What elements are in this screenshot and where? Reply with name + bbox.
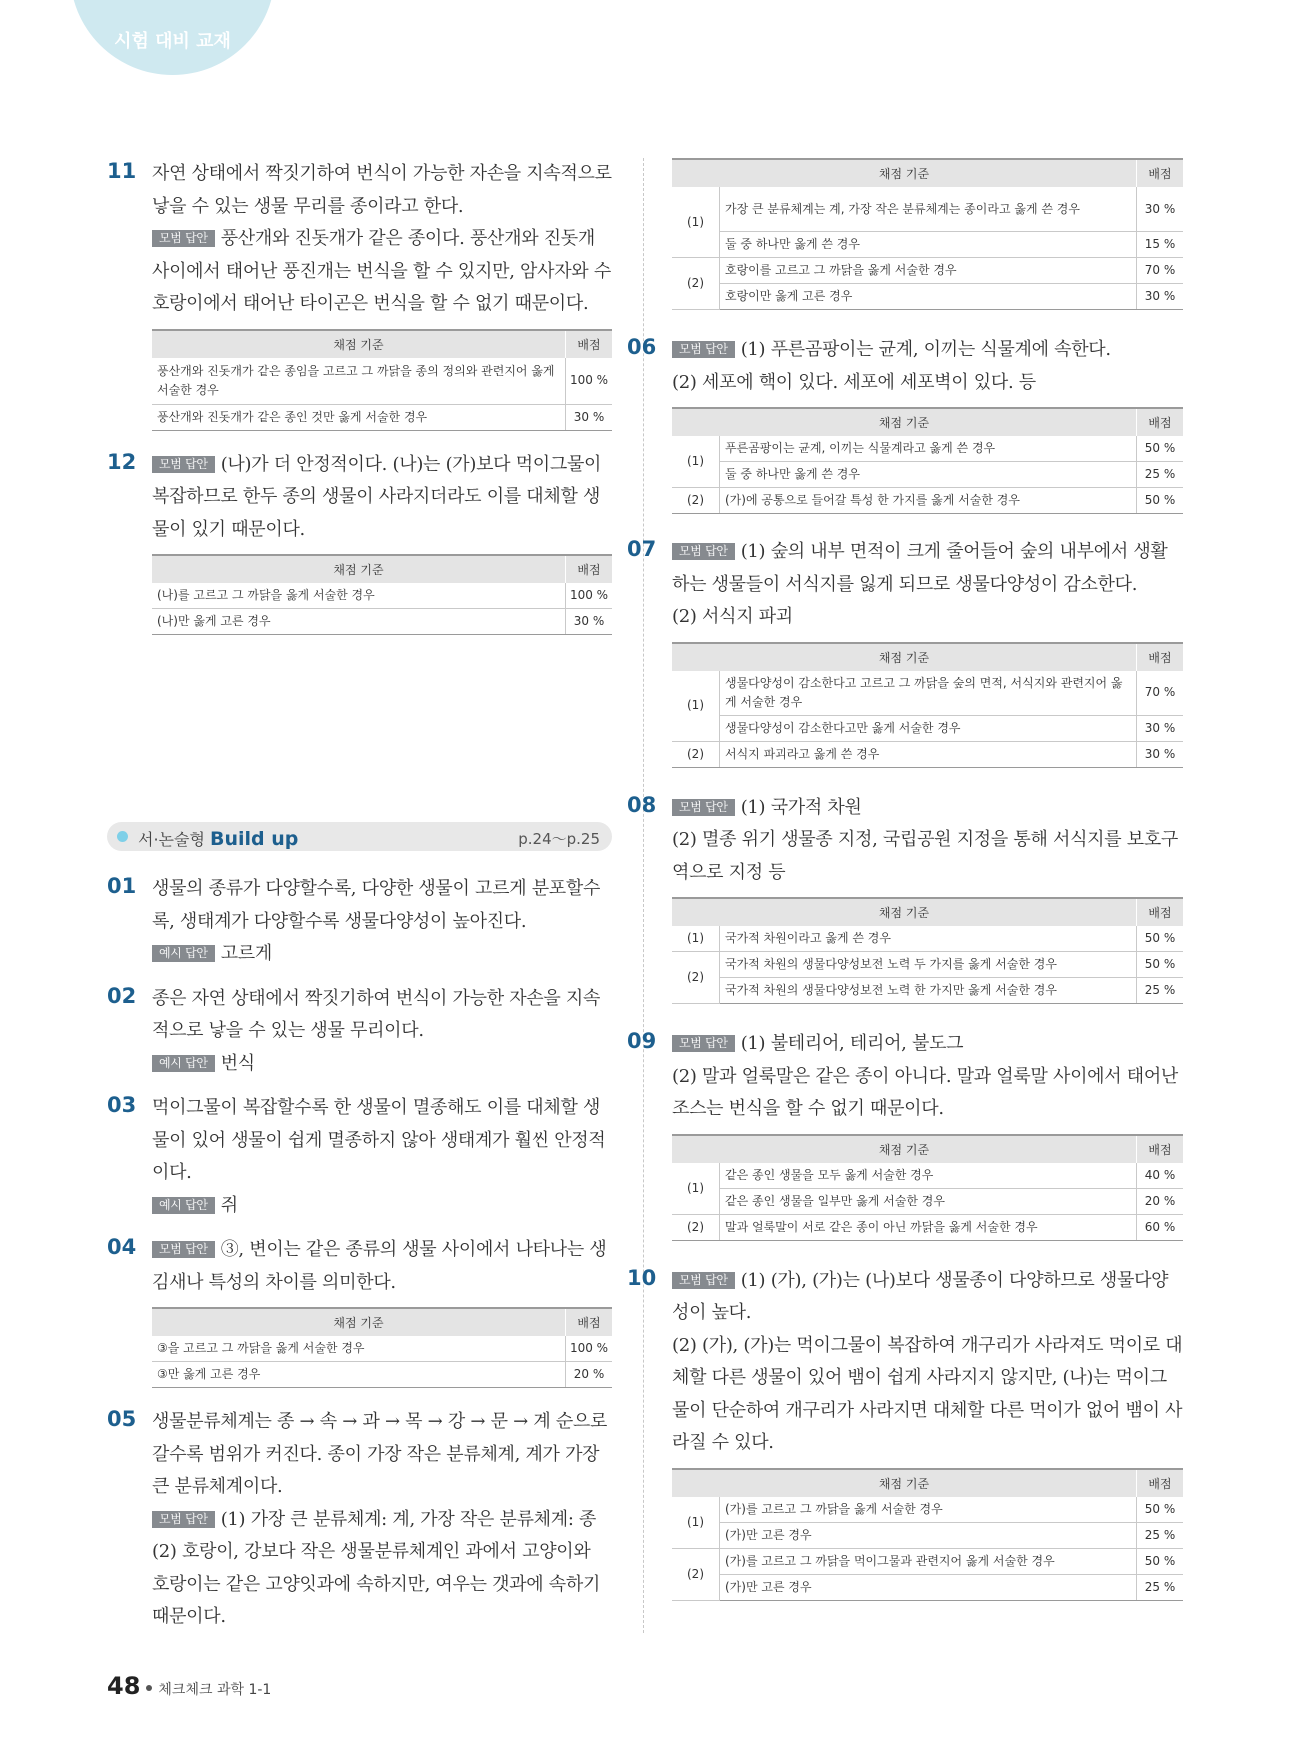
question-10 bbox=[627, 1265, 1183, 1601]
score-cell: 15 % bbox=[1137, 232, 1184, 258]
question-number: 04 bbox=[107, 1235, 137, 1259]
answer: 모범 답안 ③, 변이는 같은 종류의 생물 사이에서 나타나는 생김새나 특성의 차이를 의미한다. bbox=[152, 1239, 607, 1293]
criteria-cell: (가)를 고르고 그 까닭을 먹이그물과 관련지어 옳게 서술한 경우 bbox=[720, 1548, 1137, 1574]
answer: 모범 답안 풍산개와 진돗개가 같은 종이다. 풍산개와 진돗개 사이에서 태어난 풍진개는 번식을 할 수 있지만, 암사자와 수호랑이에서 태어난 타이곤은 번식을 할 수 없기 때문이다. bbox=[152, 228, 611, 314]
sub-label: (2) bbox=[672, 258, 720, 310]
question-number: 02 bbox=[107, 983, 137, 1008]
score-cell: 50 % bbox=[1137, 436, 1184, 462]
right-column bbox=[627, 158, 1183, 1601]
criteria-cell: 풍산개와 진돗개가 같은 종임을 고르고 그 까닭을 종의 정의와 관련지어 옳게 서술한 경우 bbox=[152, 358, 566, 405]
question-number: 07 bbox=[627, 537, 657, 561]
score-cell: 40 % bbox=[1137, 1163, 1184, 1189]
criteria-cell: ③을 고르고 그 까닭을 옳게 서술한 경우 bbox=[152, 1336, 566, 1362]
question-text: 종은 자연 상태에서 짝짓기하여 번식이 가능한 자손을 지속적으로 낳을 수 있는 생물 무리이다. bbox=[152, 987, 601, 1041]
question-09 bbox=[627, 1028, 1183, 1241]
answer-badge: 모범 답안 bbox=[672, 1272, 735, 1289]
score-cell: 50 % bbox=[1137, 1497, 1184, 1523]
score-cell: 50 % bbox=[1137, 1548, 1184, 1574]
score-cell: 70 % bbox=[1137, 258, 1184, 284]
sub-label: (2) bbox=[672, 488, 720, 514]
answer-badge: 예시 답안 bbox=[152, 945, 215, 962]
criteria-header: 채점 기준 bbox=[672, 1135, 1137, 1163]
answer-badge: 모범 답안 bbox=[672, 543, 735, 560]
question-04 bbox=[107, 1234, 612, 1388]
criteria-cell: ③만 옳게 고른 경우 bbox=[152, 1362, 566, 1388]
question-07 bbox=[627, 536, 1183, 768]
criteria-header: 채점 기준 bbox=[672, 159, 1137, 187]
question-08 bbox=[627, 792, 1183, 1005]
score-header: 배점 bbox=[566, 330, 613, 358]
criteria-cell: 풍산개와 진돗개가 같은 종인 것만 옳게 서술한 경우 bbox=[152, 404, 566, 430]
score-cell: 50 % bbox=[1137, 488, 1184, 514]
answer: 모범 답안 (1) 푸른곰팡이는 균계, 이끼는 식물계에 속한다. bbox=[672, 334, 1183, 367]
criteria-cell: 국가적 차원의 생물다양성보전 노력 두 가지를 옳게 서술한 경우 bbox=[720, 952, 1137, 978]
answer: 모범 답안 (1) (가), (가)는 (나)보다 생물종이 다양하므로 생물다양성이 높다. bbox=[672, 1269, 1169, 1323]
criteria-cell: (가)만 고른 경우 bbox=[720, 1574, 1137, 1600]
sub-label: (1) bbox=[672, 1163, 720, 1215]
score-header: 배점 bbox=[566, 1308, 613, 1336]
sub-label: (1) bbox=[672, 926, 720, 952]
question-number: 11 bbox=[107, 159, 137, 183]
score-header: 배점 bbox=[1137, 159, 1184, 187]
score-cell: 70 % bbox=[1137, 671, 1184, 716]
page-footer bbox=[107, 1672, 271, 1700]
left-column-bottom bbox=[107, 873, 612, 1634]
score-cell: 20 % bbox=[566, 1362, 613, 1388]
criteria-header: 채점 기준 bbox=[672, 408, 1137, 436]
score-cell: 25 % bbox=[1137, 462, 1184, 488]
score-cell: 25 % bbox=[1137, 978, 1184, 1004]
answer: 예시 답안 쥐 bbox=[152, 1190, 612, 1223]
exam-prep-tab bbox=[70, 0, 275, 75]
criteria-cell: 같은 종인 생물을 모두 옳게 서술한 경우 bbox=[720, 1163, 1137, 1189]
score-cell: 30 % bbox=[566, 404, 613, 430]
criteria-cell: 둘 중 하나만 옳게 쓴 경우 bbox=[720, 232, 1137, 258]
score-cell: 30 % bbox=[1137, 741, 1184, 767]
question-number: 09 bbox=[627, 1029, 657, 1053]
answer-part-2: (2) (가), (가)는 먹이그물이 복잡하여 개구리가 사라져도 먹이로 대체할 다른 생물이 있어 뱀이 쉽게 사라지지 않지만, (나)는 먹이그물이 단순하여 개구리가 사라지면 대체할 다른 먹이가 없어 뱀이 사라질 수 있다. bbox=[672, 1334, 1183, 1453]
question-text: 먹이그물이 복잡할수록 한 생물이 멸종해도 이를 대체할 생물이 있어 생물이 쉽게 멸종하지 않아 생태계가 훨씬 안정적이다. bbox=[152, 1097, 606, 1183]
left-column-top bbox=[107, 158, 612, 635]
score-header: 배점 bbox=[1137, 1135, 1184, 1163]
answer-badge: 모범 답안 bbox=[152, 456, 215, 473]
grading-table bbox=[672, 407, 1183, 514]
score-cell: 50 % bbox=[1137, 926, 1184, 952]
answer: 모범 답안 (나)가 더 안정적이다. (나)는 (가)보다 먹이그물이 복잡하므로 한두 종의 생물이 사라지더라도 이를 대체할 생물이 있기 때문이다. bbox=[152, 453, 602, 540]
question-number: 03 bbox=[107, 1093, 137, 1117]
tab-label: 시험 대비 교재 bbox=[114, 31, 231, 52]
answer-part-2: (2) 세포에 핵이 있다. 세포에 세포벽이 있다. 등 bbox=[672, 371, 1036, 393]
score-cell: 25 % bbox=[1137, 1574, 1184, 1600]
sub-label: (1) bbox=[672, 187, 720, 258]
question-text: 생물분류체계는 종 → 속 → 과 → 목 → 강 → 문 → 계 순으로 갈수록 범위가 커진다. 종이 가장 작은 분류체계, 계가 가장 큰 분류체계이다. bbox=[152, 1411, 608, 1497]
score-cell: 60 % bbox=[1137, 1214, 1184, 1240]
question-11 bbox=[107, 158, 612, 431]
answer-badge: 예시 답안 bbox=[152, 1197, 215, 1214]
question-number: 06 bbox=[627, 335, 657, 359]
question-12 bbox=[107, 449, 612, 636]
criteria-cell: 둘 중 하나만 옳게 쓴 경우 bbox=[720, 462, 1137, 488]
question-06 bbox=[627, 334, 1183, 514]
question-text: 생물의 종류가 다양할수록, 다양한 생물이 고르게 분포할수록, 생태계가 다양할수록 생물다양성이 높아진다. bbox=[152, 878, 601, 932]
build-up-banner bbox=[107, 822, 612, 851]
sub-label: (1) bbox=[672, 671, 720, 742]
criteria-cell: 국가적 차원의 생물다양성보전 노력 한 가지만 옳게 서술한 경우 bbox=[720, 978, 1137, 1004]
score-cell: 30 % bbox=[1137, 284, 1184, 310]
question-number: 12 bbox=[107, 449, 137, 474]
answer-part-2: (2) 말과 얼룩말은 같은 종이 아니다. 말과 얼룩말 사이에서 태어난 조스는 번식을 할 수 없기 때문이다. bbox=[672, 1065, 1179, 1119]
score-cell: 50 % bbox=[1137, 952, 1184, 978]
answer-badge: 모범 답안 bbox=[152, 230, 215, 247]
criteria-header: 채점 기준 bbox=[672, 643, 1137, 671]
score-header: 배점 bbox=[566, 555, 613, 583]
criteria-cell: 생물다양성이 감소한다고 고르고 그 까닭을 숲의 면적, 서식지와 관련지어 옳게 서술한 경우 bbox=[720, 671, 1137, 716]
grading-table-q05 bbox=[672, 158, 1183, 310]
score-cell: 100 % bbox=[566, 1336, 613, 1362]
answer: 모범 답안 (1) 국가적 차원 bbox=[672, 792, 1183, 825]
question-number: 10 bbox=[627, 1265, 657, 1290]
answer-part-2: (2) 서식지 파괴 bbox=[672, 606, 793, 627]
answer: 모범 답안 (1) 숲의 내부 면적이 크게 줄어들어 숲의 내부에서 생활하는 생물들이 서식지를 잃게 되므로 생물다양성이 감소한다. bbox=[672, 541, 1168, 595]
answer: 모범 답안 (1) 불테리어, 테리어, 불도그 bbox=[672, 1028, 1183, 1061]
criteria-cell: 푸른곰팡이는 균계, 이끼는 식물계라고 옳게 쓴 경우 bbox=[720, 436, 1137, 462]
answer-badge: 모범 답안 bbox=[672, 341, 735, 358]
answer-badge: 모범 답안 bbox=[152, 1511, 215, 1528]
section-title: 서·논술형 Build up bbox=[138, 828, 299, 850]
question-03 bbox=[107, 1092, 612, 1222]
criteria-header: 채점 기준 bbox=[152, 555, 566, 583]
grading-table bbox=[672, 1468, 1183, 1601]
criteria-header: 채점 기준 bbox=[152, 1308, 566, 1336]
page-number: 48 bbox=[107, 1672, 141, 1700]
score-cell: 25 % bbox=[1137, 1522, 1184, 1548]
question-01 bbox=[107, 873, 612, 971]
criteria-cell: 호랑이를 고르고 그 까닭을 옳게 서술한 경우 bbox=[720, 258, 1137, 284]
score-header: 배점 bbox=[1137, 1469, 1184, 1497]
criteria-cell: 서식지 파괴라고 옳게 쓴 경우 bbox=[720, 741, 1137, 767]
criteria-cell: 같은 종인 생물을 일부만 옳게 서술한 경우 bbox=[720, 1188, 1137, 1214]
answer-part-2: (2) 멸종 위기 생물종 지정, 국립공원 지정을 통해 서식지를 보호구역으로 지정 등 bbox=[672, 829, 1179, 883]
answer-badge: 모범 답안 bbox=[152, 1241, 215, 1258]
answer-badge: 모범 답안 bbox=[672, 799, 735, 816]
answer: 예시 답안 번식 bbox=[152, 1048, 612, 1081]
question-02 bbox=[107, 983, 612, 1081]
score-cell: 30 % bbox=[1137, 715, 1184, 741]
criteria-cell: 호랑이만 옳게 고른 경우 bbox=[720, 284, 1137, 310]
criteria-header: 채점 기준 bbox=[152, 330, 566, 358]
criteria-cell: 말과 얼룩말이 서로 같은 종이 아닌 까닭을 옳게 서술한 경우 bbox=[720, 1214, 1137, 1240]
criteria-cell: (가)만 고른 경우 bbox=[720, 1522, 1137, 1548]
score-cell: 30 % bbox=[566, 609, 613, 635]
score-header: 배점 bbox=[1137, 408, 1184, 436]
question-number: 05 bbox=[107, 1407, 137, 1431]
question-05 bbox=[107, 1406, 612, 1634]
criteria-cell: (가)를 고르고 그 까닭을 옳게 서술한 경우 bbox=[720, 1497, 1137, 1523]
question-text: 자연 상태에서 짝짓기하여 번식이 가능한 자손을 지속적으로 낳을 수 있는 생물 무리를 종이라고 한다. bbox=[152, 163, 612, 217]
grading-table bbox=[152, 554, 612, 635]
sub-label: (2) bbox=[672, 1214, 720, 1240]
criteria-cell: (나)만 옳게 고른 경우 bbox=[152, 609, 566, 635]
sub-label: (1) bbox=[672, 436, 720, 488]
question-number: 08 bbox=[627, 792, 657, 817]
criteria-cell: 가장 큰 분류체계는 계, 가장 작은 분류체계는 종이라고 옳게 쓴 경우 bbox=[720, 187, 1137, 232]
bullet-icon bbox=[146, 1685, 152, 1691]
sub-label: (2) bbox=[672, 952, 720, 1004]
grading-table bbox=[152, 329, 612, 431]
answer: 모범 답안 (1) 가장 큰 분류체계: 계, 가장 작은 분류체계: 종 bbox=[152, 1504, 612, 1537]
question-number: 01 bbox=[107, 874, 137, 898]
score-cell: 20 % bbox=[1137, 1188, 1184, 1214]
criteria-cell: 생물다양성이 감소한다고만 옳게 서술한 경우 bbox=[720, 715, 1137, 741]
sub-label: (2) bbox=[672, 1548, 720, 1600]
grading-table bbox=[152, 1307, 612, 1388]
grading-table bbox=[672, 897, 1183, 1004]
answer-badge: 모범 답안 bbox=[672, 1035, 735, 1052]
score-cell: 100 % bbox=[566, 583, 613, 609]
criteria-header: 채점 기준 bbox=[672, 898, 1137, 926]
book-title: 체크체크 과학 1-1 bbox=[158, 1682, 272, 1698]
sub-label: (1) bbox=[672, 1497, 720, 1549]
answer-part-2: (2) 호랑이, 강보다 작은 생물분류체계인 과에서 고양이와 호랑이는 같은 고양잇과에 속하지만, 여우는 갯과에 속하기 때문이다. bbox=[152, 1541, 601, 1627]
answer-badge: 예시 답안 bbox=[152, 1055, 215, 1072]
criteria-header: 채점 기준 bbox=[672, 1469, 1137, 1497]
score-cell: 30 % bbox=[1137, 187, 1184, 232]
sub-label: (2) bbox=[672, 741, 720, 767]
score-header: 배점 bbox=[1137, 898, 1184, 926]
section-pages: p.24～p.25 bbox=[518, 830, 600, 848]
score-header: 배점 bbox=[1137, 643, 1184, 671]
grading-table bbox=[672, 1134, 1183, 1241]
answer: 예시 답안 고르게 bbox=[152, 938, 612, 971]
grading-table bbox=[672, 642, 1183, 768]
score-cell: 100 % bbox=[566, 358, 613, 405]
criteria-cell: 국가적 차원이라고 옳게 쓴 경우 bbox=[720, 926, 1137, 952]
bullet-dot-icon bbox=[117, 831, 128, 842]
criteria-cell: (나)를 고르고 그 까닭을 옳게 서술한 경우 bbox=[152, 583, 566, 609]
criteria-cell: (가)에 공통으로 들어갈 특성 한 가지를 옳게 서술한 경우 bbox=[720, 488, 1137, 514]
